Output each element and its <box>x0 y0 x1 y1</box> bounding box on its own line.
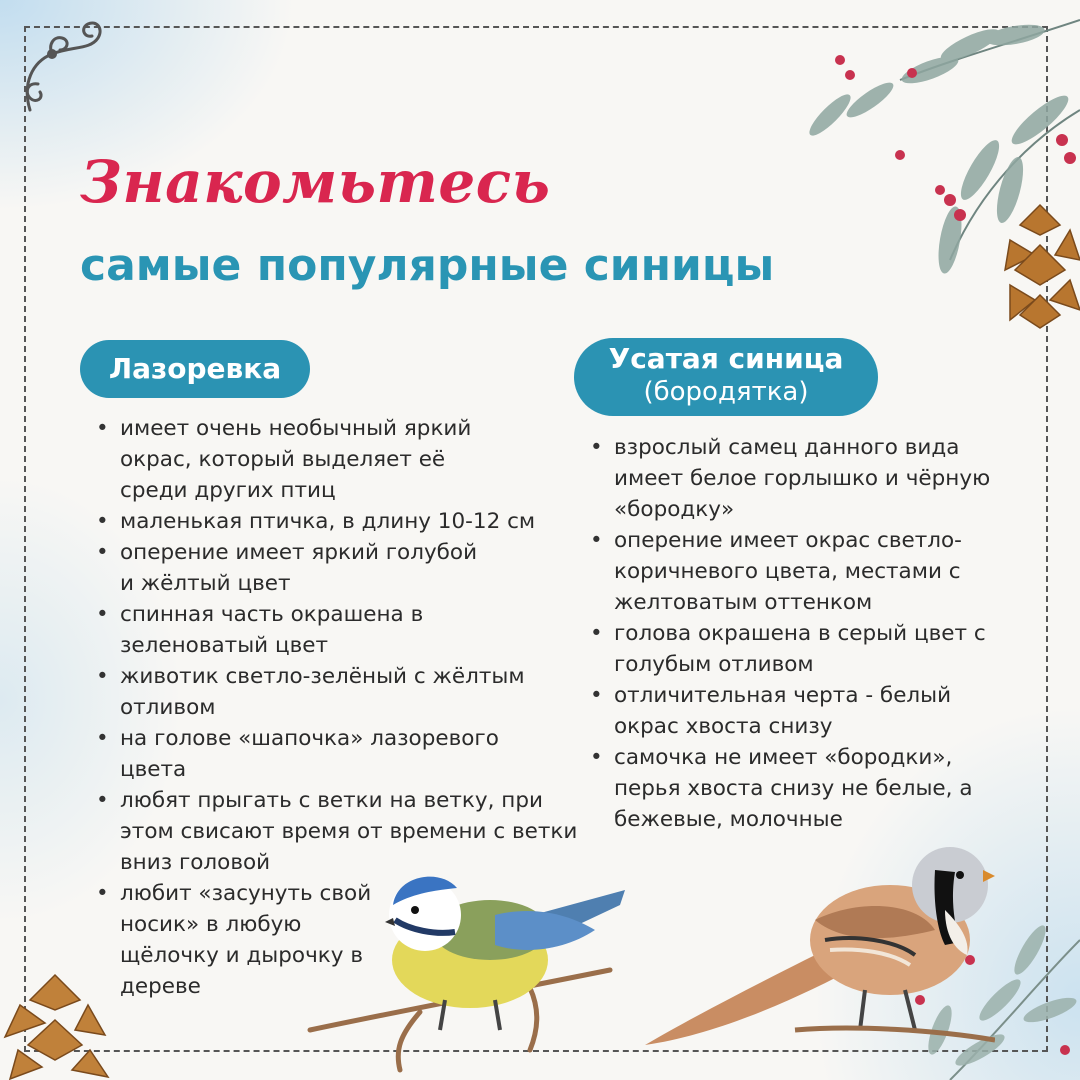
list-item: • животик светло-зелёный с жёлтым отливом <box>96 661 560 723</box>
list-item: • любят прыгать с ветки на ветку, при этом свисают время от времени с ветки вниз головой <box>96 785 590 878</box>
list-item: • оперение имеет окрас светло-коричневого цвета, местами с желтоватым оттенком <box>590 525 1034 618</box>
list-item: • взрослый самец данного вида имеет белое горлышко и чёрную «бородку» <box>590 432 1014 525</box>
pinecone-icon <box>0 965 110 1080</box>
list-item: • маленькая птичка, в длину 10-12 см <box>96 506 576 537</box>
species-badge-alt-name: (бородятка) <box>643 377 809 407</box>
page-title: Знакомьтесь <box>80 148 551 216</box>
list-item: • голова окрашена в серый цвет с голубым отливом <box>590 618 1019 680</box>
blue-tit-facts-list <box>96 413 576 1002</box>
species-badge-blue-tit: Лазоревка <box>80 340 310 398</box>
pinecone-icon <box>1000 200 1080 330</box>
page-subtitle: самые популярные синицы <box>80 240 775 291</box>
list-item: • отличительная черта - белый окрас хвоста снизу <box>590 680 994 742</box>
corner-ornament-icon <box>12 14 122 124</box>
species-badge-bearded-reedling <box>574 338 878 416</box>
list-item: • любит «засунуть свой носик» в любую щёлочку и дырочку в дереве <box>96 878 385 1002</box>
list-item: • спинная часть окрашена в зеленоватый цвет <box>96 599 450 661</box>
bearded-reedling-facts-list <box>590 432 1030 835</box>
list-item: • на голове «шапочка» лазоревого цвета <box>96 723 560 785</box>
list-item: • имеет очень необычный яркий окрас, который выделяет её среди других птиц <box>96 413 500 506</box>
list-item: • самочка не имеет «бородки», перья хвоста снизу не белые, а бежевые, молочные <box>590 742 1004 835</box>
species-badge-name: Усатая синица <box>608 342 844 375</box>
list-item: • оперение имеет яркий голубой и жёлтый цвет <box>96 537 490 599</box>
bearded-reedling-bird-illustration <box>615 830 995 1060</box>
